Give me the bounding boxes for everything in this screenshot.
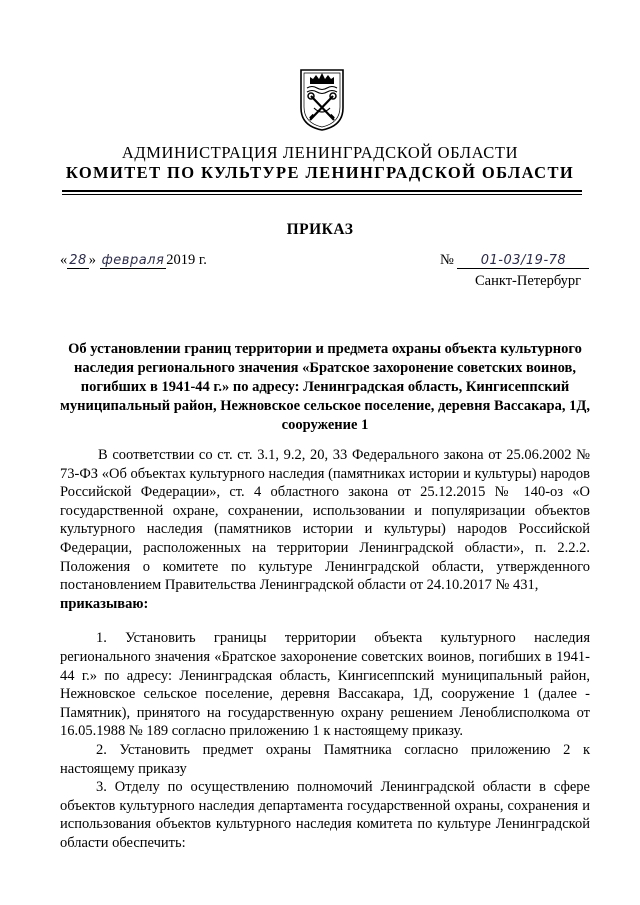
preamble-text: В соответствии со ст. ст. 3.1, 9.2, 20, 33 Федерального закона от 25.06.2002 № 73-ФЗ «Об объектах культурного наследия (памятниках истории и культуры) народов Российской Федерации», ст. 4 областного закона от 25.12.2015 № 140-оз «О государственной охране, сохранении, использовании и популяризации объектов культурного наследия (памятников истории и культуры) народов Российской Федерации, расположенных на территории Ленинградской области», п. 2.2.2. Положения о комитете по культуре Ленинградской области, утвержденного постановлением Правительства Ленинградской области от 24.10.2017 № 431, <box>60 447 590 594</box>
preamble-paragraph <box>60 446 590 595</box>
order-subject-heading: Об установлении границ территории и предмета охраны объекта культурного наследия регионального значения «Братское захоронение советских воинов, погибших в 1941-44 г.» по адресу: Ленинградская область, Кингисеппский муниципальный район, Нежновское сельское поселение, деревня Вассакара, 1Д, сооружение 1 <box>60 341 590 433</box>
coat-of-arms-icon <box>298 68 346 132</box>
order-number <box>440 252 589 269</box>
date-year: 2019 г. <box>166 252 207 268</box>
order-date <box>60 252 207 269</box>
order-item-3: 3. Отделу по осуществлению полномочий Ленинградской области в сфере объектов культурного наследия департамента государственной охраны, сохранения и использования объектов культурного наследия комитета по культуре Ленинградской области обеспечить: <box>60 779 590 851</box>
org-name-administration: АДМИНИСТРАЦИЯ ЛЕНИНГРАДСКОЙ ОБЛАСТИ <box>121 143 519 162</box>
order-item-1: 1. Установить границы территории объекта культурного наследия регионального значения «Братское захоронение советских воинов, погибших в 1941-44 г.» по адресу: Ленинградская область, Кингисеппский муниципальный район, Нежновское сельское поселение, деревня Вассакара, 1Д, сооружение 1 (далее - Памятник), принятого на государственную охрану решением Леноблисполкома от 16.05.1988 № 189 согласно приложению 1 к настоящему приказу. <box>60 630 590 740</box>
header-divider-thick <box>62 190 582 192</box>
date-open-quote: « <box>60 252 68 268</box>
org-name-committee: КОМИТЕТ ПО КУЛЬТУРЕ ЛЕНИНГРАДСКОЙ ОБЛАСТИ <box>65 163 575 182</box>
header-divider-thin <box>62 194 582 195</box>
order-item-2: 2. Установить предмет охраны Памятника согласно приложению 2 к настоящему приказу <box>60 741 590 777</box>
order-word: приказываю: <box>60 595 149 612</box>
date-close-quote: » <box>88 252 97 268</box>
document-type-title: ПРИКАЗ <box>286 221 354 238</box>
order-city: Санкт-Петербург <box>475 273 582 289</box>
number-prefix: № <box>440 252 454 268</box>
date-month-handwritten: февраля <box>101 253 165 268</box>
order-number-handwritten: 01-03/19-78 <box>457 253 589 269</box>
date-day-handwritten: 28 <box>69 253 87 268</box>
order-body <box>60 446 590 852</box>
